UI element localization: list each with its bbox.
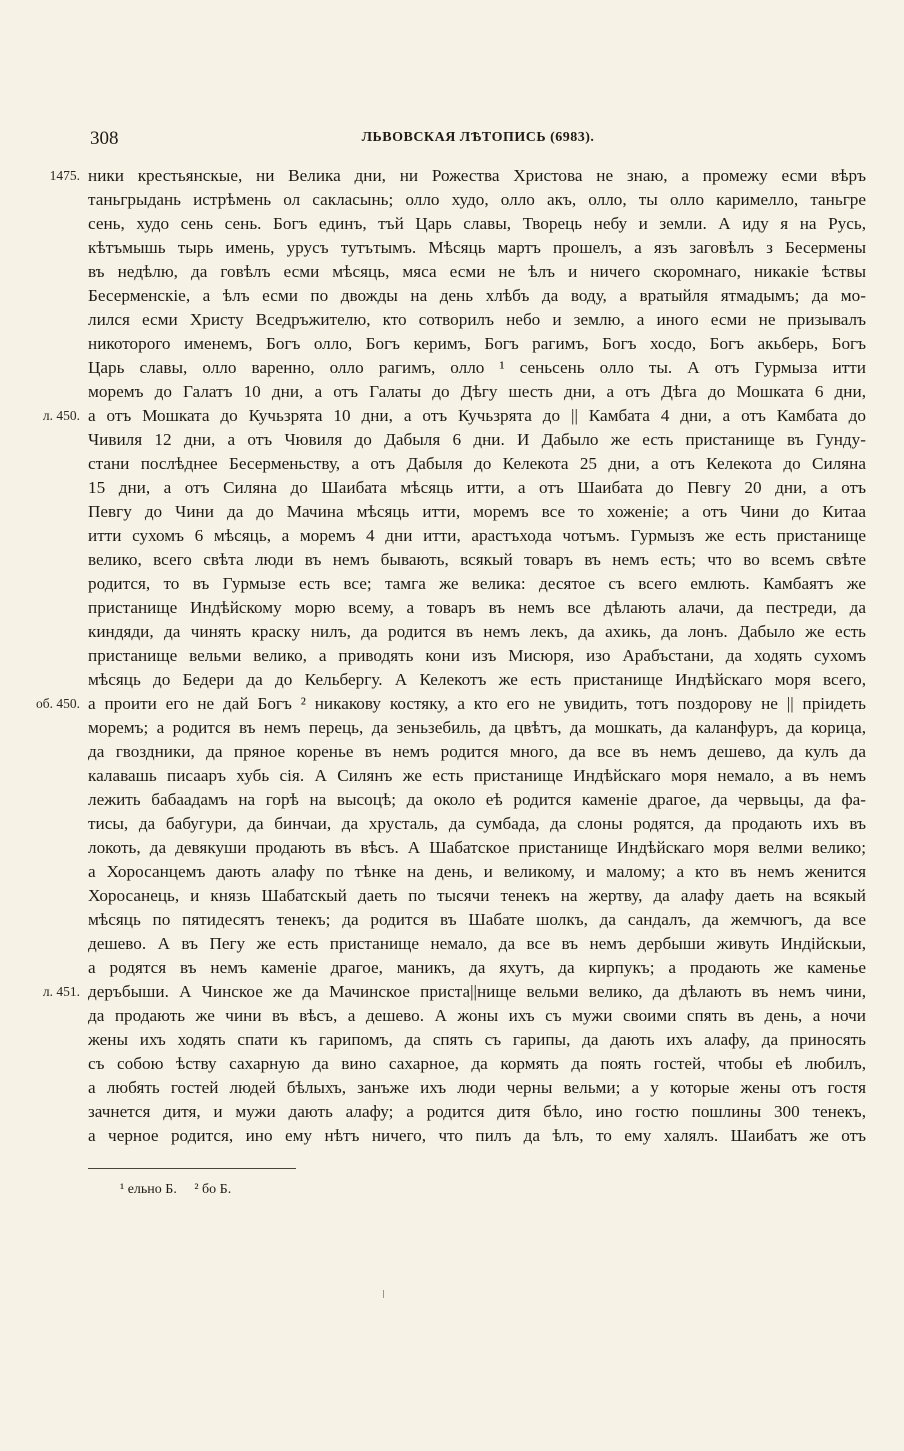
text-line: мѣсяць до Бедери да до Кельбергу. А Келекотъ же есть пристанище Индѣйскаго моря всего, xyxy=(88,670,866,689)
text-line: а любять гостей людей бѣлыхъ, занъже ихъ люди черны вельми; а у которые жены отъ гостя xyxy=(88,1078,866,1097)
margin-folio-verso: об. 450. xyxy=(36,696,80,711)
page-header xyxy=(90,128,866,152)
text-line: калавашь писааръ хубь сія. А Силянъ же есть пристанище Индѣйскаго моря немало, а въ немъ xyxy=(88,766,866,785)
text-line: а черное родится, ино ему нѣтъ ничего, что пилъ да ѣлъ, то ему халялъ. Шаибатъ же отъ xyxy=(88,1126,866,1145)
margin-folio: л. 450. xyxy=(42,408,80,423)
text-line: пристанище вельми велико, а приводять кони изъ Мисюря, изо Арабъстани, да ходять сухомъ xyxy=(88,646,866,665)
text-line: локоть, да девякуши продають въ вѣсъ. А Шабатское пристанище Индѣйскаго моря велми велико; xyxy=(88,838,866,857)
text-line: стани послѣднее Бесерменьству, а отъ Дабыля до Келекота 25 дни, а отъ Келекота до Силяна xyxy=(88,454,866,473)
text-line: Чивиля 12 дни, а отъ Чювиля до Дабыля 6 дни. И Дабыло же есть пристанище въ Гунду- xyxy=(88,430,866,449)
text-line: жены ихъ ходять спати къ гарипомъ, да спять съ гарипы, да дають ихъ алафу, да приносять xyxy=(88,1030,866,1049)
text-line: Царь славы, олло варенно, олло рагимъ, олло ¹ сеньсень олло ты. А отъ Гурмыза итти xyxy=(88,358,866,377)
text-line: киндяди, да чинять краску нилъ, да родится въ немъ лекъ, да ахикь, да лонъ. Дабыло же есть xyxy=(88,622,866,641)
text-line: 15 дни, а отъ Силяна до Шаибата мѣсяць итти, а отъ Шаибата до Певгу 20 дни, а отъ xyxy=(88,478,866,497)
footnote-rule xyxy=(88,1168,296,1169)
text-line: да гвоздники, да пряное коренье въ немъ родится много, да все въ немъ дешево, да кулъ да xyxy=(88,742,866,761)
text-line: деръбыши. А Чинское же да Мачинское приста||нище вельми велико, да дѣлають въ немъ чини, xyxy=(88,982,866,1001)
text-line: лился есми Христу Вседръжителю, кто сотворилъ небо и землю, а иного есми не призывалъ xyxy=(88,310,866,329)
text-line: лежить бабаадамъ на горѣ на высоцѣ; да около еѣ родится каменіе драгое, да червьцы, да фа- xyxy=(88,790,866,809)
text-line: зачнется дитя, и мужи дають алафу; а родится дитя бѣло, ино гостю пошлины 300 тенекъ, xyxy=(88,1102,866,1121)
paper-mark xyxy=(383,1290,384,1298)
text-line: Бесерменскіе, а ѣлъ есми по двожды на день хлѣбъ да воду, а вратыйля ятмадымъ; да мо- xyxy=(88,286,866,305)
text-line: моремъ до Галатъ 10 дни, а отъ Галаты до Дѣгу шесть дни, а отъ Дѣга до Мошката 6 дни, xyxy=(88,382,866,401)
text-line: кѣтъмышь тырь имень, урусъ тутътымъ. Мѣсяць мартъ прошелъ, а язъ заговѣлъ з Бесермены xyxy=(88,238,866,257)
text-line: пристанище Индѣйскому морю всему, а товаръ въ немъ все дѣлають алачи, да пестреди, да xyxy=(88,598,866,617)
margin-folio: л. 451. xyxy=(42,984,80,999)
margin-year: 1475. xyxy=(49,168,80,183)
text-line: никоторого именемъ, Богъ олло, Богъ керимъ, Богъ рагимъ, Богъ хосдо, Богъ акьберь, Богъ xyxy=(88,334,866,353)
text-line: итти сухомъ 6 мѣсяць, а моремъ 4 дни итти, арастъхода чотъмъ. Гурмызъ же есть пристанище xyxy=(88,526,866,545)
text-line: таньгрыдань истрѣмень ол сакласынь; олло худо, олло акъ, олло, ты олло каримелло, таньгре xyxy=(88,190,866,209)
text-line: дешево. А въ Пегу же есть пристанище немало, да все въ немъ дербыши живуть Индійскыи, xyxy=(88,934,866,953)
text-line: съ собою ѣству сахарную да вино сахарное, да кормять да поять гостей, чтобы еѣ любилъ, xyxy=(88,1054,866,1073)
text-line: велико, всего свѣта люди въ немъ бывають, всякый товаръ въ немъ есть; что во всемъ свѣте xyxy=(88,550,866,569)
text-line: сень, худо сень сень. Богъ единъ, тъй Царь славы, Творець небу и земли. А иду я на Русь, xyxy=(88,214,866,233)
footnote: ¹ ельно Б. xyxy=(120,1182,177,1197)
text-line: да продають же чини въ вѣсъ, а дешево. А жоны ихъ съ мужи своими спять въ день, а ночи xyxy=(88,1006,866,1025)
text-line: ники крестьянскые, ни Велика дни, ни Рожества Христова не знаю, а промежу есми вѣръ xyxy=(88,166,866,185)
text-line: мѣсяць по пятидесятъ тенекъ; да родится въ Шабате шолкъ, да сандалъ, да жемчюгъ, да все xyxy=(88,910,866,929)
text-line: Хоросанець, и князь Шабатскый даеть по тысячи тенекъ на жертву, да алафу даеть на всякый xyxy=(88,886,866,905)
text-line: моремъ; а родится въ немъ перець, да зеньзебиль, да цвѣтъ, да мошкать, да каланфуръ, да корица, xyxy=(88,718,866,737)
text-line: Певгу до Чини да до Мачина мѣсяць итти, моремъ все то хоженіе; а отъ Чини до Китаа xyxy=(88,502,866,521)
text-line: а Хоросанцемъ дають алафу по тѣнке на день, и великому, и малому; а кто въ немъ женится xyxy=(88,862,866,881)
text-line: родится, то въ Гурмызе есть все; тамга же велика: десятое съ всего емлють. Камбаятъ же xyxy=(88,574,866,593)
text-line: а отъ Мошката до Кучьзрята 10 дни, а отъ Кучьзрята до || Камбата 4 дни, а отъ Камбата до xyxy=(88,406,866,425)
running-title: ЛЬВОВСКАЯ ЛѢТОПИСЬ (6983). xyxy=(361,130,595,145)
footnotes xyxy=(120,1182,245,1198)
footnote: ² бо Б. xyxy=(194,1182,232,1197)
text-line: тисы, да бабугури, да бинчаи, да хрусталь, да сумбада, да слоны родятся, да продають ихъ въ xyxy=(88,814,866,833)
text-line: а родятся въ немъ каменіе драгое, маникъ, да яхутъ, да кирпукъ; а продають же каменье xyxy=(88,958,866,977)
text-line: въ недѣлю, да говѣлъ есми мѣсяць, мяса есми не ѣлъ и ничего скоромнаго, никакіе ѣствы xyxy=(88,262,866,281)
page-number: 308 xyxy=(90,128,119,149)
text-line: а проити его не дай Богъ ² никакову костяку, а кто его не увидить, тотъ поздорову не || пріидеть xyxy=(88,694,866,713)
